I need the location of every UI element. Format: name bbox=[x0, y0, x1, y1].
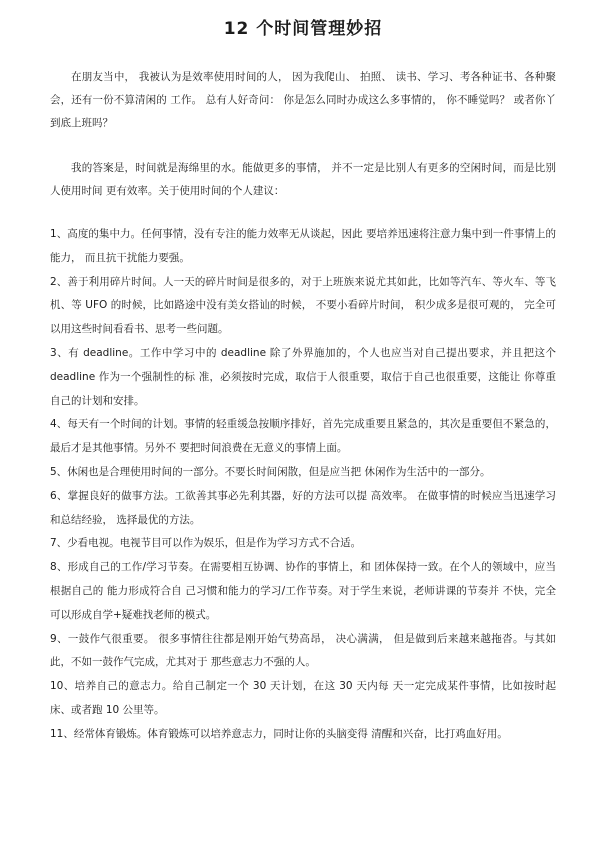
tip-item-9: 9、一鼓作气很重要。 很多事情往往都是刚开始气势高昂， 决心满满， 但是做到后来越来越拖沓。与其如此，不如一鼓作气完成，尤其对于 那些意志力不强的人。 bbox=[50, 632, 556, 669]
tip-item-8: 8、形成自己的工作/学习节奏。在需要相互协调、协作的事情上，和 团体保持一致。在个人的领域中，应当根据自己的 能力形成符合自 己习惯和能力的学习/工作节奏。对于学生来说，老师讲课的节奏并 不快，完全可以形成自学+疑难找老师的模式。 bbox=[50, 561, 556, 621]
tip-item-4: 4、每天有一个时间的计划。事情的轻重缓急按顺序排好，首先完成重要且紧急的，其次是重要但不紧急的，最后才是其他事情。另外不 要把时间浪费在无意义的事情上面。 bbox=[50, 418, 556, 455]
tip-item-5: 5、休闲也是合理使用时间的一部分。不要长时间闲散，但是应当把 休闲作为生活中的一部分。 bbox=[50, 465, 491, 478]
tip-item-7: 7、少看电视。电视节目可以作为娱乐，但是作为学习方式不合适。 bbox=[50, 537, 362, 550]
intro-paragraph: 在朋友当中， 我被认为是效率使用时间的人， 因为我爬山、 拍照、 读书、学习、考各种证书、各种聚会，还有一份不算清闲的 工作。 总有人好奇问： 你是怎么同时办成这么多事情的， 你不睡觉吗？ 或者你丫到底上班吗？ bbox=[50, 71, 556, 129]
tip-item-3: 3、有 deadline。工作中学习中的 deadline 除了外界施加的，个人也应当对自己提出要求，并且把这个 deadline 作为一个强制性的标 准，必须按时完成，取信于人很重要，取信于自己也很重要，这能让 你尊重自己的计划和安排。 bbox=[50, 346, 556, 407]
paragraph-spacer bbox=[50, 203, 556, 223]
tip-item-2: 2、善于利用碎片时间。人一天的碎片时间是很多的，对于上班族来说尤其如此，比如等汽车、等火车、等飞机、等 UFO 的时候，比如路途中没有美女搭讪的时候， 不要小看碎片时间， 积少成多是很可观的， 完全可以用这些时间看看书、思考一些问题。 bbox=[50, 275, 556, 336]
tip-item-10: 10、培养自己的意志力。给自己制定一个 30 天计划，在这 30 天内每 天一定完成某件事情，比如按时起床、或者跑 10 公里等。 bbox=[50, 680, 556, 716]
tip-item-11: 11、经常体育锻炼。体育锻炼可以培养意志力，同时让你的头脑变得 清醒和兴奋，比打鸡血好用。 bbox=[50, 727, 508, 740]
answer-paragraph: 我的答案是，时间就是海绵里的水。能做更多的事情， 并不一定是比别人有更多的空闲时间，而是比别人使用时间 更有效率。关于使用时间的个人建议： bbox=[50, 162, 556, 197]
page-title: 12 个时间管理妙招 bbox=[223, 19, 383, 39]
tip-item-6: 6、掌握良好的做事方法。工欲善其事必先利其器，好的方法可以提 高效率。 在做事情的时候应当迅速学习和总结经验， 选择最优的方法。 bbox=[50, 489, 556, 526]
paragraph-spacer bbox=[50, 135, 556, 157]
tip-item-1: 1、高度的集中力。任何事情，没有专注的能力效率无从谈起，因此 要培养迅速将注意力集中到一件事情上的能力， 而且抗干扰能力要强。 bbox=[50, 228, 556, 264]
